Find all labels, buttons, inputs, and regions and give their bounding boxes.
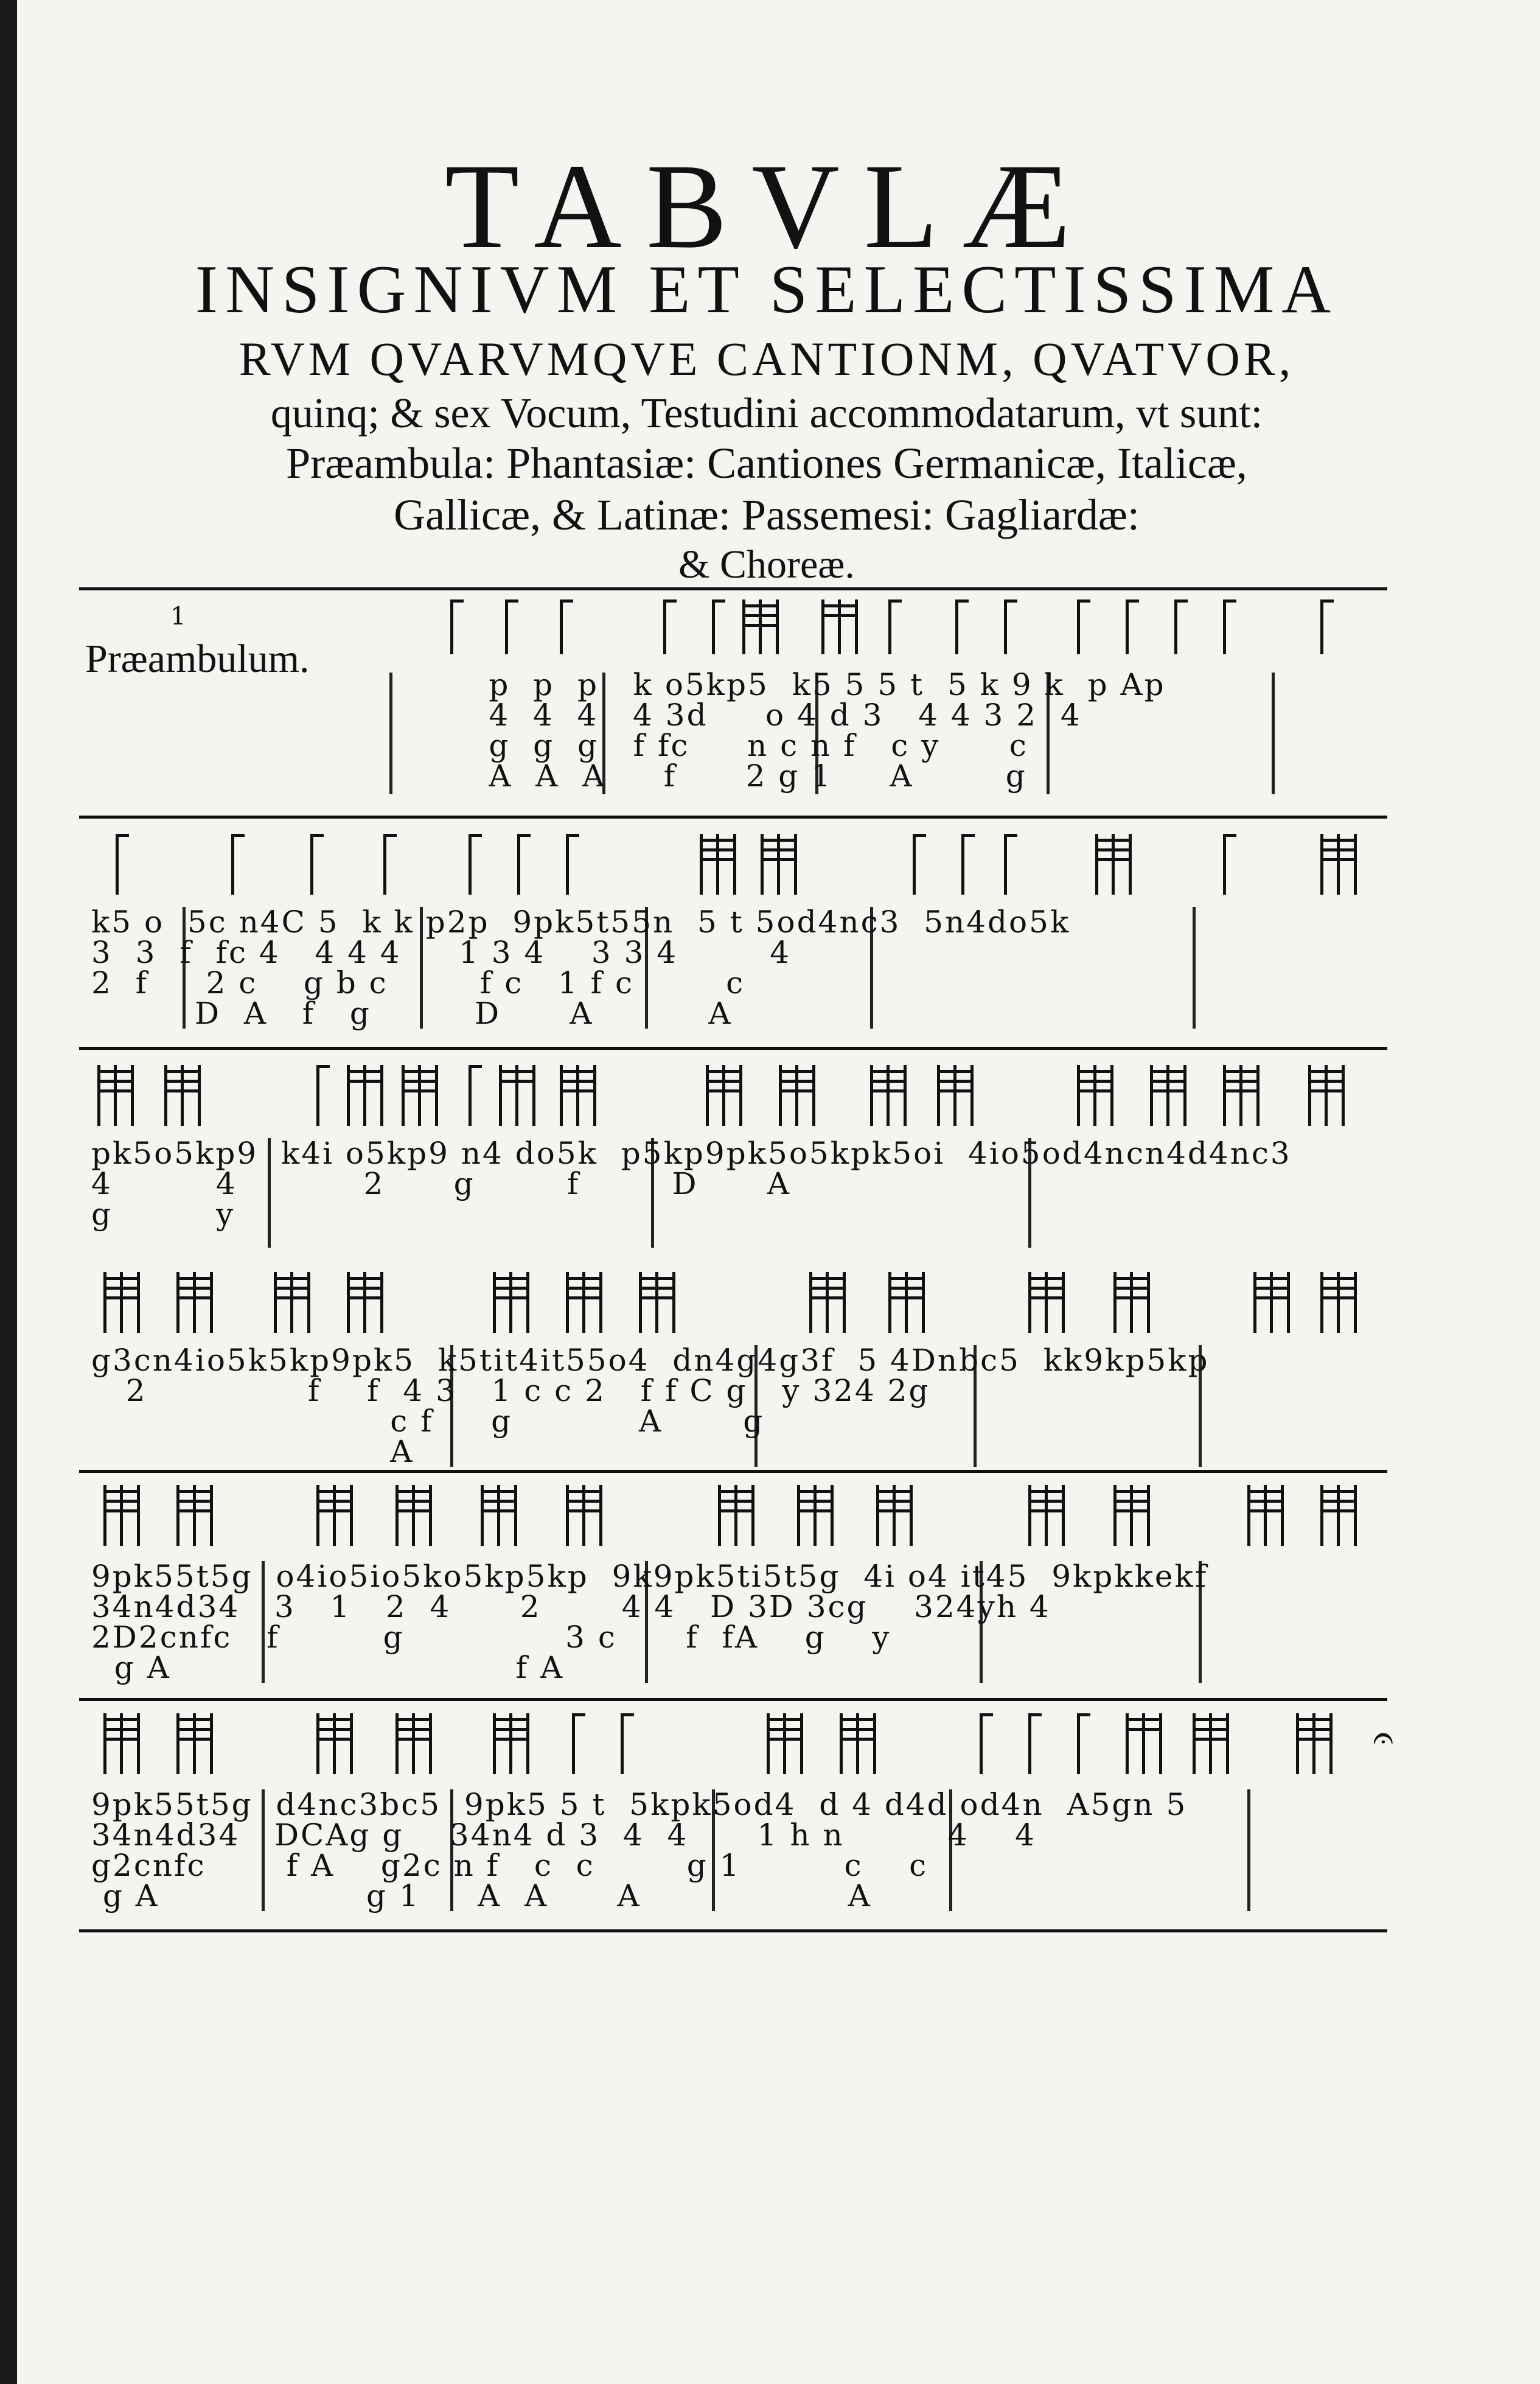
rhythm-flag <box>116 834 119 895</box>
rhythm-flag <box>316 1065 319 1126</box>
rhythm-beam <box>493 1272 529 1333</box>
rhythm-flag <box>469 834 472 895</box>
tab-row: 34n4d34 3 1 2 4 2 4 4 D 3D 3cg 324yh 4 <box>91 1589 1051 1624</box>
system-bottom-rule <box>79 1929 1387 1932</box>
rhythm-beam <box>176 1272 213 1333</box>
rhythm-flag <box>1004 834 1007 895</box>
rhythm-beam <box>639 1272 675 1333</box>
rhythm-beam <box>316 1485 353 1546</box>
tab-row: pk5o5kp9 k4i o5kp9 n4 do5k p5kp9pk5o5kpk5oi 4io5od4ncn4d4nc3 <box>91 1136 1292 1171</box>
rhythm-flag <box>572 1713 575 1774</box>
tab-row: D A f g D A A <box>91 996 733 1031</box>
page-binding-edge <box>0 0 17 2384</box>
rhythm-beam <box>937 1065 974 1126</box>
rhythm-beam <box>840 1713 876 1774</box>
tablature-system-4 <box>79 1266 1387 1485</box>
rhythm-flag <box>1028 1713 1031 1774</box>
tab-row: g y <box>91 1197 235 1232</box>
rhythm-beam <box>767 1713 803 1774</box>
title-line-1: RVM QVARVMQVE CANTIONM, QVATVOR, <box>239 332 1295 385</box>
tab-row: 2 f f 4 3 1 c c 2 f f C g y 324 2g <box>91 1373 930 1408</box>
rhythm-beam <box>274 1272 310 1333</box>
rhythm-beam <box>876 1485 913 1546</box>
system-top-rule <box>79 1470 1387 1473</box>
rhythm-beam <box>347 1272 383 1333</box>
rhythm-flag <box>231 834 234 895</box>
rhythm-beam <box>176 1485 213 1546</box>
rhythm-beam <box>761 834 797 895</box>
rhythm-flag <box>980 1713 983 1774</box>
rhythm-beam <box>1247 1485 1284 1546</box>
rhythm-flag <box>1126 599 1129 654</box>
tab-row: g g g f fc n c n f c y c <box>420 728 1028 763</box>
rhythm-beam <box>779 1065 815 1126</box>
rhythm-beam <box>481 1485 517 1546</box>
rhythm-beam <box>103 1485 140 1546</box>
rhythm-beam <box>870 1065 907 1126</box>
fermata-icon: 𝄐 <box>1373 1716 1393 1759</box>
piece-label: Præambulum. <box>85 637 310 681</box>
rhythm-flag <box>1223 834 1226 895</box>
rhythm-flag <box>560 599 563 654</box>
title-line-5: & Choreæ. <box>678 542 855 587</box>
rhythm-beam <box>742 599 779 654</box>
rhythm-beam <box>560 1065 596 1126</box>
rhythm-flag <box>888 599 891 654</box>
rhythm-beam <box>821 599 858 654</box>
tablature-system-6 <box>79 1698 1393 1935</box>
system-top-rule <box>79 587 1387 590</box>
tab-row: A <box>91 1434 414 1469</box>
tab-row: p p p k o5kp5 k5 5 5 t 5 k 9 k p Ap <box>420 667 1166 702</box>
rhythm-beam <box>1223 1065 1260 1126</box>
rhythm-beam <box>493 1713 529 1774</box>
tab-row: 2 f 2 c g b c f c 1 f c c <box>91 965 745 1001</box>
rhythm-beam <box>103 1272 140 1333</box>
rhythm-flag <box>517 834 520 895</box>
tab-row: 9pk55t5g d4nc3bc5 9pk5 5 t 5kpk5od4 d 4 d4d od4n A5gn 5 <box>91 1787 1188 1822</box>
rhythm-beam <box>1150 1065 1186 1126</box>
rhythm-flag <box>1077 599 1080 654</box>
title-line-4: Gallicæ, & Latinæ: Passemesi: Gagliardæ: <box>394 491 1140 539</box>
rhythm-beam <box>809 1272 846 1333</box>
rhythm-beam <box>1113 1272 1150 1333</box>
rhythm-beam <box>1320 1485 1357 1546</box>
rhythm-beam <box>1296 1713 1333 1774</box>
rhythm-beam <box>706 1065 742 1126</box>
tablature-system-3 <box>79 1047 1387 1266</box>
rhythm-beam <box>718 1485 754 1546</box>
tab-row: 34n4d34 DCAg g 34n4 d 3 4 4 1 h n 4 4 <box>91 1817 1036 1853</box>
rhythm-flag <box>383 834 386 895</box>
rhythm-beam <box>176 1713 213 1774</box>
rhythm-flag <box>1223 599 1226 654</box>
rhythm-beam <box>97 1065 134 1126</box>
rhythm-beam <box>1028 1272 1065 1333</box>
rhythm-beam <box>1193 1713 1229 1774</box>
rhythm-flag <box>621 1713 624 1774</box>
tablature-system-1 <box>79 587 1387 806</box>
tablature-system-2 <box>79 816 1387 1047</box>
tab-row: 4 4 4 4 3d o 4 d 3 4 4 3 2 4 <box>420 697 1082 733</box>
rhythm-beam <box>1113 1485 1150 1546</box>
rhythm-beam <box>1028 1485 1065 1546</box>
rhythm-beam <box>395 1485 432 1546</box>
rhythm-flag <box>663 599 666 654</box>
rhythm-flag <box>712 599 715 654</box>
tab-row: 3 3 f fc 4 4 4 4 1 3 4 3 3 4 4 <box>91 935 792 970</box>
rhythm-beam <box>1308 1065 1345 1126</box>
rhythm-beam <box>1126 1713 1162 1774</box>
rhythm-beam <box>316 1713 353 1774</box>
rhythm-flag <box>469 1065 472 1126</box>
system-top-rule <box>79 1698 1387 1701</box>
barline <box>389 673 392 794</box>
rhythm-beam <box>395 1713 432 1774</box>
tab-row: g3cn4io5k5kp9pk5 k5tit4it55o4 dn4g4g3f 5 4Dnbc5 kk9kp5kp <box>91 1343 1210 1378</box>
system-top-rule <box>79 1047 1387 1050</box>
rhythm-beam <box>1253 1272 1290 1333</box>
tab-row: g2cnfc f A g2c n f c c g 1 c c <box>91 1848 929 1883</box>
rhythm-beam <box>164 1065 201 1126</box>
rhythm-beam <box>888 1272 925 1333</box>
rhythm-flag <box>1004 599 1007 654</box>
title-subtitle: INSIGNIVM ET SELECTISSIMA <box>195 252 1339 327</box>
rhythm-flag <box>1174 599 1177 654</box>
rhythm-flag <box>955 599 958 654</box>
rhythm-beam <box>499 1065 535 1126</box>
rhythm-beam <box>103 1713 140 1774</box>
rhythm-beam <box>797 1485 834 1546</box>
tab-row: g A f A <box>91 1650 565 1685</box>
piece-number: 1 <box>170 603 186 631</box>
rhythm-flag <box>961 834 964 895</box>
rhythm-flag <box>566 834 569 895</box>
tab-row: A A A f 2 g 1 A g <box>420 758 1027 794</box>
rhythm-beam <box>402 1065 438 1126</box>
tab-row: 2D2cnfc f g 3 c f fA g y <box>91 1620 891 1655</box>
title-main: TABVLÆ <box>445 139 1095 274</box>
tab-row: k5 o 5c n4C 5 k k p2p 9pk5t55n 5 t 5od4nc3 5n4do5k <box>91 904 1071 940</box>
tablature-system-5 <box>79 1470 1387 1701</box>
tab-row: g A g 1 A A A A <box>91 1878 872 1914</box>
rhythm-beam <box>1320 834 1357 895</box>
tab-row: 9pk55t5g o4io5io5ko5kp5kp 9k9pk5ti5t5g 4i o4 it45 9kpkkekf <box>91 1559 1208 1594</box>
title-line-3: Præambula: Phantasiæ: Cantiones Germanicæ, Italicæ, <box>286 439 1247 488</box>
rhythm-flag <box>505 599 508 654</box>
rhythm-beam <box>1077 1065 1113 1126</box>
tab-row: 4 4 2 g f D A <box>91 1166 792 1201</box>
tab-row: c f g A g <box>91 1403 765 1439</box>
rhythm-flag <box>450 599 453 654</box>
rhythm-beam <box>1320 1272 1357 1333</box>
rhythm-flag <box>913 834 916 895</box>
rhythm-beam <box>347 1065 383 1126</box>
rhythm-flag <box>1077 1713 1080 1774</box>
rhythm-beam <box>566 1272 602 1333</box>
system-top-rule <box>79 816 1387 819</box>
title-line-2: quinq; & sex Vocum, Testudini accommodatarum, vt sunt: <box>270 390 1263 437</box>
rhythm-beam <box>566 1485 602 1546</box>
rhythm-beam <box>700 834 736 895</box>
rhythm-flag <box>1320 599 1323 654</box>
rhythm-beam <box>1095 834 1132 895</box>
rhythm-flag <box>310 834 313 895</box>
